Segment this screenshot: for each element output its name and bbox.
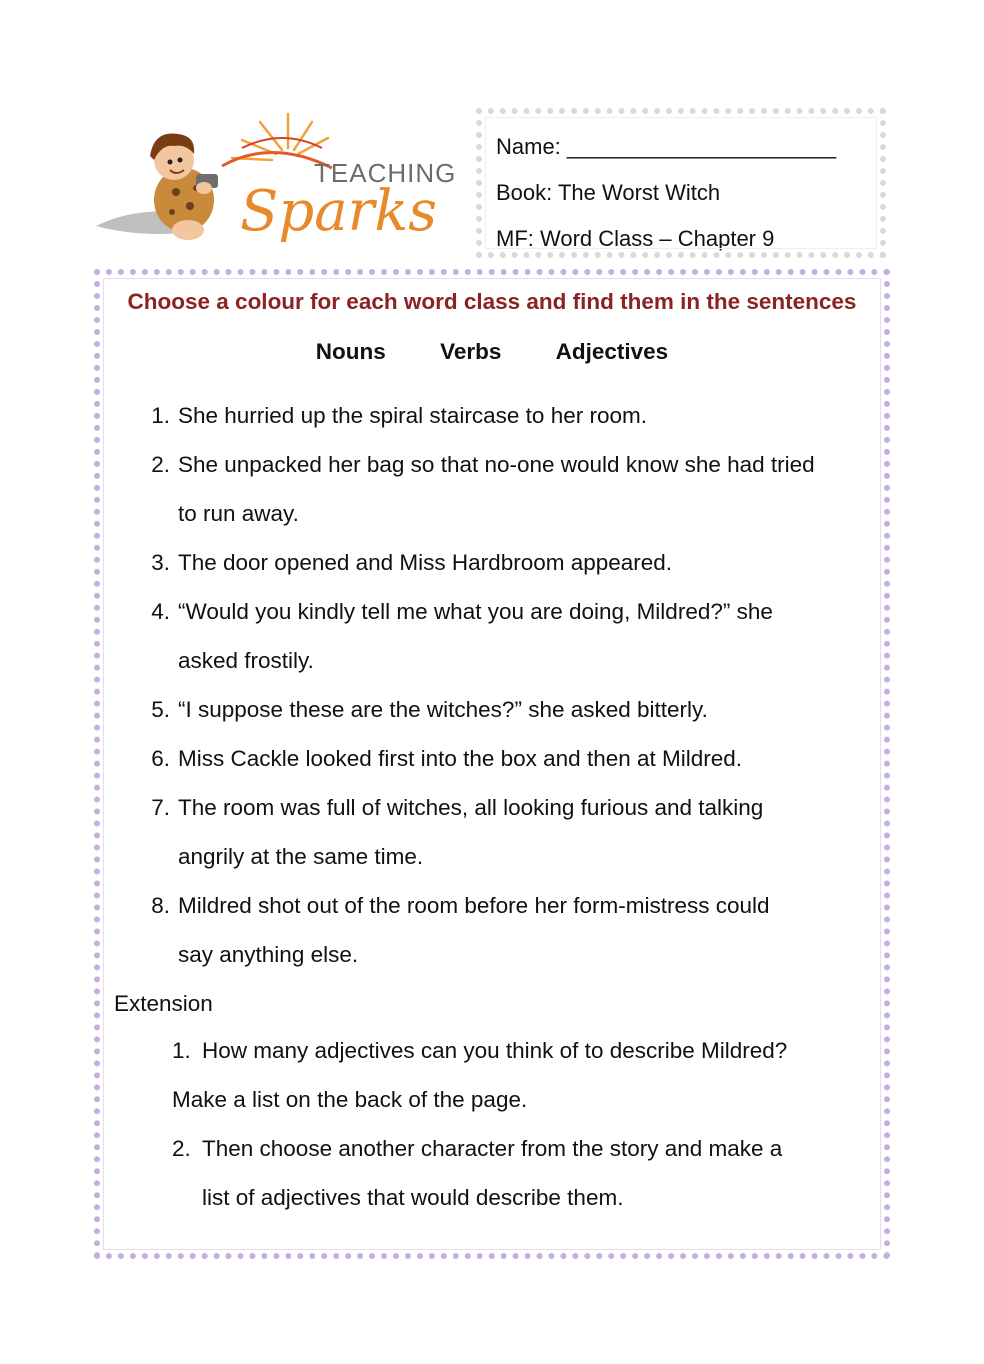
word-class-legend bbox=[100, 339, 884, 365]
extension-item-line: 2. Then choose another character from the story and make a bbox=[172, 1136, 783, 1161]
caveman-mascot-icon bbox=[92, 108, 462, 258]
name-field[interactable]: Name: ______________________ bbox=[496, 134, 837, 159]
sentence-text: The room was full of witches, all looking furious and talking bbox=[178, 795, 764, 820]
extension-item-line: 1. How many adjectives can you think of to describe Mildred? bbox=[172, 1038, 788, 1063]
extension-item-line bbox=[172, 1075, 872, 1124]
sentence-item: 4. “Would you kindly tell me what you are doing, Mildred?” she asked frostily. bbox=[140, 587, 880, 685]
sentence-text: asked frostily. bbox=[178, 648, 314, 673]
extension-text: Then choose another character from the story and make a bbox=[202, 1136, 783, 1161]
word-class-adjectives: Adjectives bbox=[555, 339, 669, 364]
sentence-item: 2. She unpacked her bag so that no-one would know she had tried to run away. bbox=[140, 440, 880, 538]
sentence-text: say anything else. bbox=[178, 942, 359, 967]
extension-text: list of adjectives that would describe them. bbox=[202, 1185, 624, 1210]
sentence-item: 3. The door opened and Miss Hardbroom appeared. bbox=[140, 538, 880, 587]
sentence-list bbox=[140, 391, 880, 979]
sentence-text: Mildred shot out of the room before her form-mistress could bbox=[178, 893, 770, 918]
extension-text: Make a list on the back of the page. bbox=[172, 1087, 528, 1112]
extension-heading: Extension bbox=[114, 991, 213, 1016]
logo-text-sparks: Sparks bbox=[240, 179, 438, 244]
sentence-text: She hurried up the spiral staircase to her room. bbox=[178, 403, 647, 428]
book-label: Book: The Worst Witch bbox=[496, 180, 721, 205]
sentence-text: Miss Cackle looked first into the box and then at Mildred. bbox=[178, 746, 743, 771]
student-info-box bbox=[476, 108, 886, 258]
sentence-text: “Would you kindly tell me what you are doing, Mildred?” she bbox=[178, 599, 773, 624]
instruction-heading: Choose a colour for each word class and find them in the sentences bbox=[127, 289, 857, 314]
worksheet-panel bbox=[94, 269, 890, 1259]
extension-item-line bbox=[172, 1173, 872, 1222]
sentence-text: She unpacked her bag so that no-one would know she had tried bbox=[178, 452, 815, 477]
sentence-text: angrily at the same time. bbox=[178, 844, 424, 869]
word-class-verbs: Verbs bbox=[440, 339, 502, 364]
sentence-text: “I suppose these are the witches?” she asked bitterly. bbox=[178, 697, 708, 722]
extension-text: How many adjectives can you think of to describe Mildred? bbox=[202, 1038, 788, 1063]
sentence-item: 5. “I suppose these are the witches?” she asked bitterly. bbox=[140, 685, 880, 734]
extension-list bbox=[172, 1026, 872, 1222]
sentence-item: 1. She hurried up the spiral staircase to her room. bbox=[140, 391, 880, 440]
chapter-label: MF: Word Class – Chapter 9 bbox=[496, 226, 775, 251]
sentence-text: The door opened and Miss Hardbroom appeared. bbox=[178, 550, 673, 575]
teaching-sparks-logo bbox=[92, 108, 462, 258]
word-class-nouns: Nouns bbox=[315, 339, 386, 364]
logo-text-teaching: TEACHING bbox=[314, 158, 457, 188]
sentence-text: to run away. bbox=[178, 501, 299, 526]
sentence-item: 7. The room was full of witches, all looking furious and talking angrily at the same time. bbox=[140, 783, 880, 881]
sentence-item: 6. Miss Cackle looked first into the box and then at Mildred. bbox=[140, 734, 880, 783]
sentence-item: 8. Mildred shot out of the room before her form-mistress could say anything else. bbox=[140, 881, 880, 979]
